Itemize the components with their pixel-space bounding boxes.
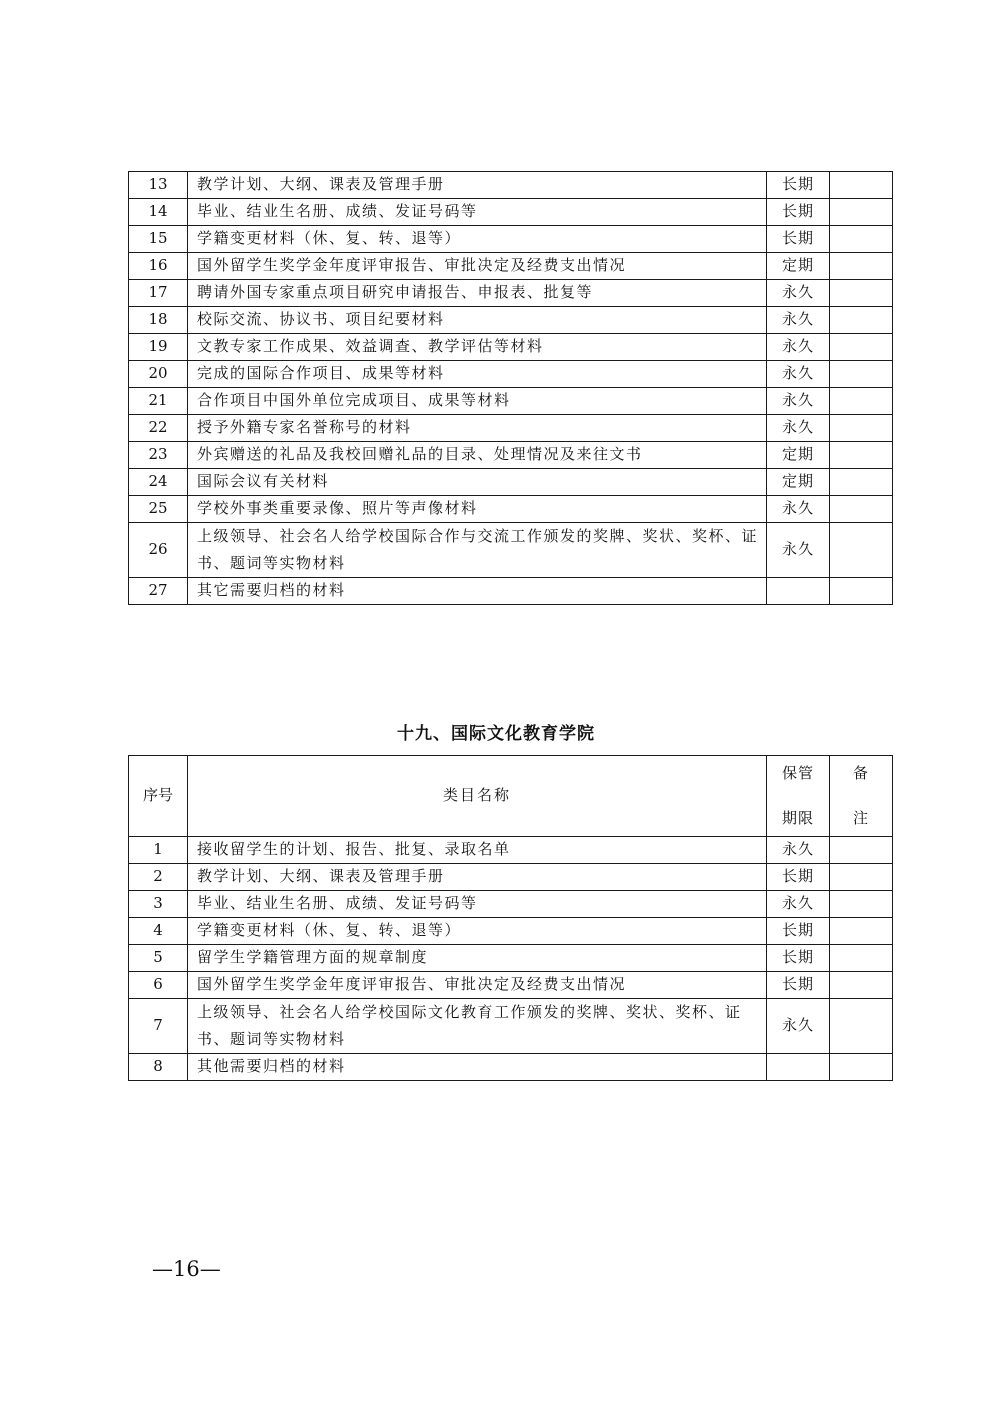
retention-period: 长期 [767,226,830,253]
retention-period: 长期 [767,945,830,972]
category-name: 学校外事类重要录像、照片等声像材料 [188,496,767,523]
row-number: 18 [129,307,188,334]
table-row [129,469,893,496]
table-row [129,172,893,199]
retention-period: 长期 [767,918,830,945]
row-number: 6 [129,972,188,999]
category-name: 教学计划、大纲、课表及管理手册 [188,864,767,891]
header-number: 序号 [129,756,188,837]
header-remark [830,756,893,837]
remark [830,442,893,469]
category-name: 留学生学籍管理方面的规章制度 [188,945,767,972]
row-number: 5 [129,945,188,972]
retention-period: 长期 [767,199,830,226]
remark [830,253,893,280]
row-number: 14 [129,199,188,226]
remark [830,280,893,307]
row-number: 8 [129,1054,188,1081]
remark [830,972,893,999]
row-number: 19 [129,334,188,361]
remark [830,891,893,918]
category-name: 国外留学生奖学金年度评审报告、审批决定及经费支出情况 [188,972,767,999]
section-title: 十九、国际文化教育学院 [397,724,595,744]
category-name: 接收留学生的计划、报告、批复、录取名单 [188,837,767,864]
category-name: 上级领导、社会名人给学校国际文化教育工作颁发的奖牌、奖状、奖杯、证书、题词等实物材料 [188,999,767,1054]
retention-period: 永久 [767,388,830,415]
header-remark-line1: 备 [852,764,869,782]
remark [830,415,893,442]
remark [830,361,893,388]
retention-period [767,1054,830,1081]
row-number: 1 [129,837,188,864]
table-row [129,837,893,864]
category-name: 外宾赠送的礼品及我校回赠礼品的目录、处理情况及来往文书 [188,442,767,469]
archive-table-continued [128,171,893,605]
table-body [129,172,893,605]
remark [830,999,893,1054]
retention-period [767,578,830,605]
category-name: 其他需要归档的材料 [188,1054,767,1081]
remark [830,837,893,864]
retention-period: 永久 [767,837,830,864]
retention-period: 长期 [767,864,830,891]
table-body [129,756,893,1081]
remark [830,578,893,605]
category-name: 上级领导、社会名人给学校国际合作与交流工作颁发的奖牌、奖状、奖杯、证书、题词等实物材料 [188,523,767,578]
row-number: 22 [129,415,188,442]
retention-period: 永久 [767,280,830,307]
category-name: 校际交流、协议书、项目纪要材料 [188,307,767,334]
retention-period: 永久 [767,496,830,523]
category-name: 毕业、结业生名册、成绩、发证号码等 [188,891,767,918]
remark [830,388,893,415]
header-remark-line2: 注 [852,808,869,827]
row-number: 3 [129,891,188,918]
remark [830,1054,893,1081]
table-row [129,523,893,578]
category-name: 合作项目中国外单位完成项目、成果等材料 [188,388,767,415]
retention-period: 定期 [767,442,830,469]
remark [830,226,893,253]
remark [830,496,893,523]
category-name: 授予外籍专家名誉称号的材料 [188,415,767,442]
remark [830,918,893,945]
row-number: 13 [129,172,188,199]
remark [830,469,893,496]
table-row [129,226,893,253]
retention-period: 永久 [767,307,830,334]
row-number: 27 [129,578,188,605]
retention-period: 永久 [767,361,830,388]
table-row [129,253,893,280]
category-name: 毕业、结业生名册、成绩、发证号码等 [188,199,767,226]
category-name: 文教专家工作成果、效益调查、教学评估等材料 [188,334,767,361]
remark [830,864,893,891]
row-number: 2 [129,864,188,891]
table-row [129,578,893,605]
table-row [129,1054,893,1081]
table-row [129,442,893,469]
table-row [129,999,893,1054]
row-number: 26 [129,523,188,578]
row-number: 16 [129,253,188,280]
remark [830,523,893,578]
table-row [129,415,893,442]
retention-period: 长期 [767,972,830,999]
retention-period: 永久 [767,891,830,918]
table-row [129,334,893,361]
category-name: 学籍变更材料（休、复、转、退等） [188,226,767,253]
table-row [129,891,893,918]
table-row [129,199,893,226]
header-category-name: 类目名称 [188,756,767,837]
retention-period: 永久 [767,999,830,1054]
archive-table [128,755,893,1081]
category-name: 教学计划、大纲、课表及管理手册 [188,172,767,199]
row-number: 24 [129,469,188,496]
category-name: 完成的国际合作项目、成果等材料 [188,361,767,388]
category-name: 学籍变更材料（休、复、转、退等） [188,918,767,945]
retention-period: 永久 [767,415,830,442]
category-name: 国外留学生奖学金年度评审报告、审批决定及经费支出情况 [188,253,767,280]
category-name: 聘请外国专家重点项目研究申请报告、申报表、批复等 [188,280,767,307]
retention-period: 永久 [767,523,830,578]
retention-period: 定期 [767,253,830,280]
row-number: 23 [129,442,188,469]
row-number: 15 [129,226,188,253]
remark [830,334,893,361]
table-row [129,918,893,945]
category-name: 国际会议有关材料 [188,469,767,496]
table-row [129,280,893,307]
retention-period: 长期 [767,172,830,199]
row-number: 7 [129,999,188,1054]
table-row [129,307,893,334]
page-number: —16— [152,1257,221,1281]
retention-period: 永久 [767,334,830,361]
category-name: 其它需要归档的材料 [188,578,767,605]
table-row [129,496,893,523]
table-header-row [129,756,893,837]
header-retention-period [767,756,830,837]
row-number: 4 [129,918,188,945]
remark [830,172,893,199]
remark [830,945,893,972]
table-row [129,972,893,999]
table-row [129,361,893,388]
header-retention-line2: 期限 [781,808,814,827]
table-row [129,864,893,891]
table-row [129,945,893,972]
row-number: 25 [129,496,188,523]
header-retention-line1: 保管 [781,764,814,782]
table-row [129,388,893,415]
remark [830,199,893,226]
remark [830,307,893,334]
retention-period: 定期 [767,469,830,496]
row-number: 17 [129,280,188,307]
row-number: 20 [129,361,188,388]
row-number: 21 [129,388,188,415]
